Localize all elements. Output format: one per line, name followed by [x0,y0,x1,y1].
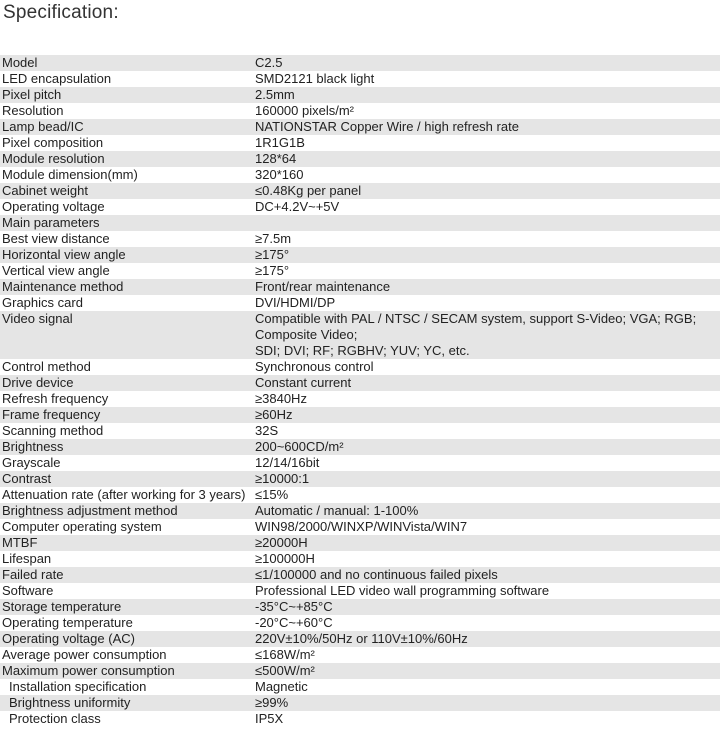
spec-row [0,151,720,167]
spec-row [0,391,720,407]
spec-row [0,695,720,711]
page-title: Specification: [3,2,119,23]
spec-row [0,295,720,311]
spec-label: Lifespan [0,551,253,567]
spec-label: Horizontal view angle [0,247,253,263]
spec-row [0,167,720,183]
spec-row [0,183,720,199]
spec-label: Frame frequency [0,407,253,423]
spec-value: ≥7.5m [253,231,720,247]
spec-label: Maximum power consumption [0,663,253,679]
spec-value: 220V±10%/50Hz or 110V±10%/60Hz [253,631,720,647]
spec-label: Operating voltage [0,199,253,215]
spec-value: Synchronous control [253,359,720,375]
spec-value: Professional LED video wall programming software [253,583,720,599]
spec-value: WIN98/2000/WINXP/WINVista/WIN7 [253,519,720,535]
spec-value: SMD2121 black light [253,71,720,87]
spec-value: Compatible with PAL / NTSC / SECAM system, support S-Video; VGA; RGB; Composite Video; SDI; DVI; RF; RGBHV; YUV; YC, etc. [253,311,720,359]
spec-row [0,135,720,151]
spec-value: ≥20000H [253,535,720,551]
spec-row [0,263,720,279]
spec-value: 32S [253,423,720,439]
spec-value: ≥3840Hz [253,391,720,407]
spec-label: MTBF [0,535,253,551]
spec-row [0,711,720,727]
spec-row [0,647,720,663]
spec-value: 2.5mm [253,87,720,103]
spec-row [0,375,720,391]
spec-row [0,551,720,567]
spec-row [0,103,720,119]
spec-value: DVI/HDMI/DP [253,295,720,311]
spec-value: 12/14/16bit [253,455,720,471]
spec-row [0,471,720,487]
spec-value: Front/rear maintenance [253,279,720,295]
spec-value: ≤15% [253,487,720,503]
spec-value: ≤168W/m² [253,647,720,663]
spec-label: LED encapsulation [0,71,253,87]
spec-row [0,215,720,231]
spec-row [0,439,720,455]
spec-row [0,311,720,359]
spec-row [0,119,720,135]
spec-label: Attenuation rate (after working for 3 years) [0,487,253,503]
spec-table-body [0,55,720,727]
spec-row [0,615,720,631]
spec-label: Brightness [0,439,253,455]
spec-row [0,663,720,679]
spec-value: ≤1/100000 and no continuous failed pixels [253,567,720,583]
spec-value: Constant current [253,375,720,391]
spec-value: NATIONSTAR Copper Wire / high refresh rate [253,119,720,135]
spec-label: Resolution [0,103,253,119]
spec-row [0,87,720,103]
spec-label: Cabinet weight [0,183,253,199]
spec-label: Refresh frequency [0,391,253,407]
spec-row [0,247,720,263]
spec-row [0,679,720,695]
spec-value: 1R1G1B [253,135,720,151]
spec-label: Pixel composition [0,135,253,151]
spec-label: Scanning method [0,423,253,439]
spec-value: Magnetic [253,679,720,695]
spec-label: Software [0,583,253,599]
spec-row [0,519,720,535]
spec-value: 128*64 [253,151,720,167]
spec-row [0,599,720,615]
spec-value: IP5X [253,711,720,727]
spec-row [0,487,720,503]
spec-row [0,279,720,295]
spec-label: Lamp bead/IC [0,119,253,135]
spec-value: ≥100000H [253,551,720,567]
spec-value: ≥175° [253,247,720,263]
spec-label: Graphics card [0,295,253,311]
spec-row [0,407,720,423]
spec-value: 160000 pixels/m² [253,103,720,119]
spec-label: Model [0,55,253,71]
spec-label: Protection class [0,711,253,727]
spec-value: ≥10000:1 [253,471,720,487]
spec-value: ≤0.48Kg per panel [253,183,720,199]
spec-label: Grayscale [0,455,253,471]
spec-label: Pixel pitch [0,87,253,103]
spec-label: Module resolution [0,151,253,167]
spec-row [0,423,720,439]
spec-label: Contrast [0,471,253,487]
spec-value [253,215,720,231]
spec-value: ≤500W/m² [253,663,720,679]
spec-label: Control method [0,359,253,375]
spec-label: Video signal [0,311,253,359]
spec-label: Brightness adjustment method [0,503,253,519]
spec-label: Operating voltage (AC) [0,631,253,647]
spec-label: Module dimension(mm) [0,167,253,183]
spec-value: ≥99% [253,695,720,711]
spec-row [0,455,720,471]
spec-label: Brightness uniformity [0,695,253,711]
spec-label: Storage temperature [0,599,253,615]
spec-label: Computer operating system [0,519,253,535]
spec-value: 200~600CD/m² [253,439,720,455]
spec-value: -35°C~+85°C [253,599,720,615]
spec-value: DC+4.2V~+5V [253,199,720,215]
spec-row [0,583,720,599]
spec-value: C2.5 [253,55,720,71]
spec-row [0,359,720,375]
spec-label: Best view distance [0,231,253,247]
spec-value: ≥175° [253,263,720,279]
spec-label: Operating temperature [0,615,253,631]
spec-label: Installation specification [0,679,253,695]
spec-row [0,503,720,519]
spec-value: ≥60Hz [253,407,720,423]
spec-label: Drive device [0,375,253,391]
spec-value: Automatic / manual: 1-100% [253,503,720,519]
spec-value: -20°C~+60°C [253,615,720,631]
spec-row [0,231,720,247]
spec-label: Average power consumption [0,647,253,663]
spec-label: Failed rate [0,567,253,583]
spec-row [0,535,720,551]
spec-label: Maintenance method [0,279,253,295]
spec-row [0,631,720,647]
spec-value: 320*160 [253,167,720,183]
spec-row [0,567,720,583]
spec-label: Vertical view angle [0,263,253,279]
spec-row [0,55,720,71]
spec-row [0,71,720,87]
spec-label: Main parameters [0,215,253,231]
spec-row [0,199,720,215]
spec-table [0,55,720,727]
